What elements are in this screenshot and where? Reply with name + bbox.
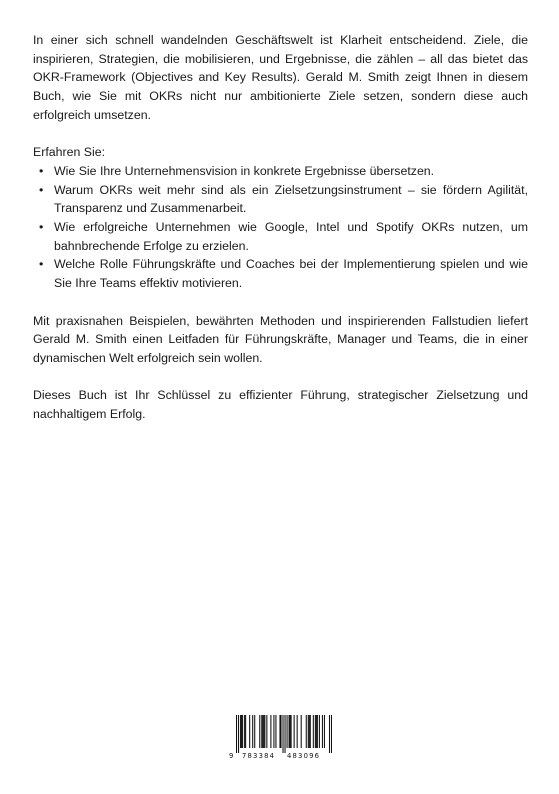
barcode-digits: [229, 751, 332, 761]
barcode-bar: [252, 715, 253, 748]
intro-paragraph: In einer sich schnell wandelnden Geschäftswelt ist Klarheit entscheidend. Ziele, die inspirieren, Strategien, die mobilisieren, und Ergebnisse, die zählen – all das bietet das OKR-Framework (Objectives and Key Results). Gerald M. Smith zeigt Ihnen in diesem Buch, wie Sie mit OKRs nicht nur ambitionierte Ziele setzen, sondern diese auch erfolgreich umsetzen.: [33, 33, 528, 122]
barcode-right-group: 483096: [287, 752, 321, 760]
barcode-bar: [316, 715, 317, 748]
barcode-bar: [244, 715, 245, 748]
barcode-bar: [329, 715, 330, 753]
barcode-bar: [309, 715, 310, 748]
barcode-bar: [331, 715, 332, 753]
barcode-left-group: 783384: [242, 752, 276, 760]
barcode-bar: [254, 715, 255, 748]
barcode-bar: [324, 715, 325, 748]
barcode-bar: [289, 715, 290, 748]
barcode-bar: [282, 715, 283, 753]
barcode-bar: [270, 715, 271, 748]
barcode-bar: [261, 715, 262, 748]
barcode-bar: [313, 715, 314, 748]
barcode-bar: [279, 715, 280, 748]
list-item-text: Wie erfolgreiche Unternehmen wie Google, Intel und Spotify OKRs nutzen, um bahnbrechende Erfolge zu erzielen.: [54, 220, 528, 253]
barcode-bar: [249, 715, 250, 748]
barcode-first-digit: 9: [229, 752, 234, 760]
barcode-bar: [275, 715, 276, 748]
bullet-icon: •: [39, 182, 44, 197]
barcode-bar: [238, 715, 239, 753]
barcode-bar: [294, 715, 295, 748]
barcode-bar: [273, 715, 274, 748]
bullet-icon: •: [39, 257, 44, 272]
list-item: [33, 218, 528, 255]
list-item: [33, 255, 528, 292]
list-item: [33, 162, 528, 181]
barcode-bar: [291, 715, 292, 748]
barcode-bar: [308, 715, 309, 748]
list-item-text: Welche Rolle Führungskräfte und Coaches bei der Implementierung spielen und wie Sie Ihre Teams effektiv motivieren.: [54, 257, 528, 291]
barcode-bar: [266, 715, 267, 748]
barcode-bar: [285, 715, 286, 753]
barcode-bar: [241, 715, 242, 748]
barcode-bar: [263, 715, 264, 748]
barcode-bar: [287, 715, 288, 748]
barcode-bar: [322, 715, 323, 748]
practice-paragraph: Mit praxisnahen Beispielen, bewährten Methoden und inspirierenden Fallstudien liefert Gerald M. Smith einen Leitfaden für Führungskräfte, Manager und Teams, die in einer dynamischen Welt erfolgreich sein wollen.: [33, 313, 528, 365]
barcode-bar: [319, 715, 320, 748]
bullet-icon: •: [39, 163, 44, 178]
barcode-bar: [242, 715, 243, 748]
list-item-text: Warum OKRs weit mehr sind als ein Zielsetzungsinstrument – sie fördern Agilität, Transparenz und Zusammenarbeit.: [54, 182, 528, 216]
barcode-bar: [240, 715, 241, 748]
list-item: [33, 181, 528, 218]
learn-heading: Erfahren Sie:: [33, 145, 106, 160]
barcode-bar: [301, 715, 302, 748]
barcode-bar: [259, 715, 260, 748]
back-cover-text: [33, 31, 528, 442]
barcode-bars: [229, 715, 332, 753]
barcode-bar: [262, 715, 263, 748]
bullet-icon: •: [39, 220, 44, 235]
barcode-bar: [236, 715, 237, 753]
barcode-bar: [245, 715, 246, 748]
barcode-bar: [297, 715, 298, 748]
barcode-bar: [290, 715, 291, 748]
benefits-list: [33, 162, 528, 293]
isbn-barcode: [229, 715, 332, 761]
barcode-bar: [280, 715, 281, 748]
barcode-bar: [315, 715, 316, 748]
list-item-text: Wie Sie Ihre Unternehmensvision in konkrete Ergebnisse übersetzen.: [54, 163, 435, 178]
barcode-bar: [264, 715, 265, 748]
barcode-bar: [306, 715, 307, 748]
closing-paragraph: Dieses Buch ist Ihr Schlüssel zu effizienter Führung, strategischer Zielsetzung und nachhaltigem Erfolg.: [33, 388, 528, 422]
barcode-bar: [317, 715, 318, 748]
barcode-bar: [310, 715, 311, 748]
